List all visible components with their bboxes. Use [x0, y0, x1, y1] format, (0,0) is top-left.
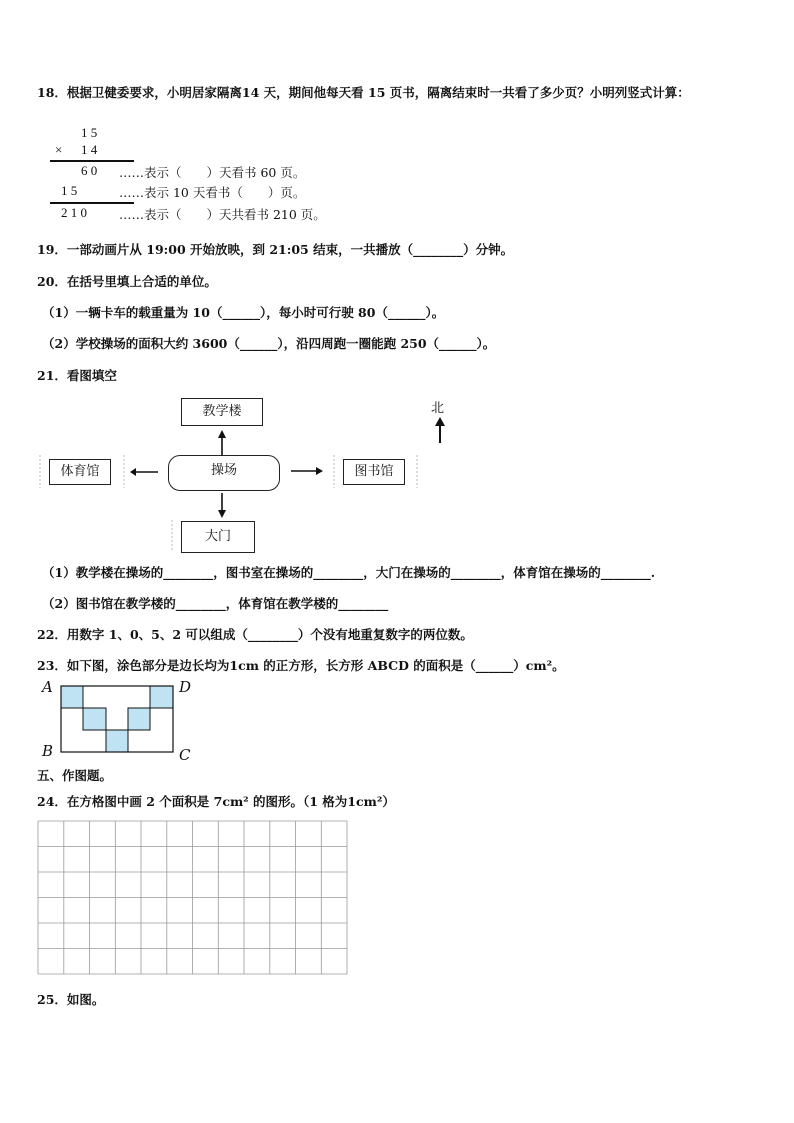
vertex-d: D [179, 678, 192, 696]
q18-partial-1: 6 0 [81, 163, 98, 178]
shaded-square [83, 708, 106, 730]
q24-text: 24．在方格图中画 2 个面积是 7cm² 的图形。（1 格为1cm²） [37, 794, 395, 809]
shaded-square [150, 686, 173, 708]
q20-stem: 20．在括号里填上合适的单位。 [37, 274, 217, 289]
teaching-building-box: 教学楼 [181, 398, 263, 426]
q18-partial-1-note: ……表示（ ）天看书 60 页。 [119, 165, 306, 180]
q18-partial-2: 1 5 [61, 183, 78, 198]
q22-text: 22．用数字 1、0、5、2 可以组成（________）个没有地重复数字的两位数。 [37, 627, 473, 642]
gym-box: 体育馆 [49, 459, 111, 485]
playground-box: 操场 [168, 455, 280, 491]
q18-product: 2 1 0 [61, 205, 87, 220]
q23-text: 23．如下图，涂色部分是边长均为1cm 的正方形，长方形 ABCD 的面积是（______）cm²。 [37, 658, 565, 673]
q25-text: 25．如图。 [37, 992, 105, 1007]
vertex-a: A [42, 678, 53, 696]
q19-text: 19．一部动画片从 19:00 开始放映，到 21:05 结束，一共播放（________）分钟。 [37, 242, 514, 257]
shaded-square [106, 730, 128, 752]
gate-box: 大门 [181, 521, 255, 553]
q18-multiplicand: 1 5 [81, 125, 98, 140]
shaded-square [128, 708, 150, 730]
q18-partial-2-note: ……表示 10 天看书（ ）页。 [119, 185, 306, 200]
north-label: 北 [431, 401, 445, 416]
shaded-square [61, 686, 83, 708]
times-sign: × [55, 142, 63, 157]
vertex-c: C [179, 746, 191, 764]
vertex-b: B [42, 742, 54, 760]
q21-stem: 21．看图填空 [37, 368, 117, 383]
q20-item-2: （2）学校操场的面积大约 3600（______），沿四周跑一圈能跑 250（______）。 [42, 336, 496, 351]
q21-item-2: （2）图书馆在教学楼的________，体育馆在教学楼的________ [42, 596, 389, 611]
q18-multiplier: 1 4 [81, 142, 98, 157]
library-box: 图书馆 [343, 459, 405, 485]
q21-item-1: （1）教学楼在操场的________，图书室在操场的________，大门在操场的________，体育馆在操场的________. [42, 565, 656, 580]
q20-item-1: （1）一辆卡车的载重量为 10（______），每小时可行驶 80（______）。 [42, 305, 445, 320]
q18-product-note: ……表示（ ）天共看书 210 页。 [119, 207, 326, 222]
q18-stem: 18．根据卫健委要求，小明居家隔离14 天，期间他每天看 15 页书，隔离结束时一共看了多少页？小明列竖式计算： [37, 85, 690, 100]
section-5-title: 五、作图题。 [37, 768, 113, 783]
square-grid [38, 821, 348, 975]
